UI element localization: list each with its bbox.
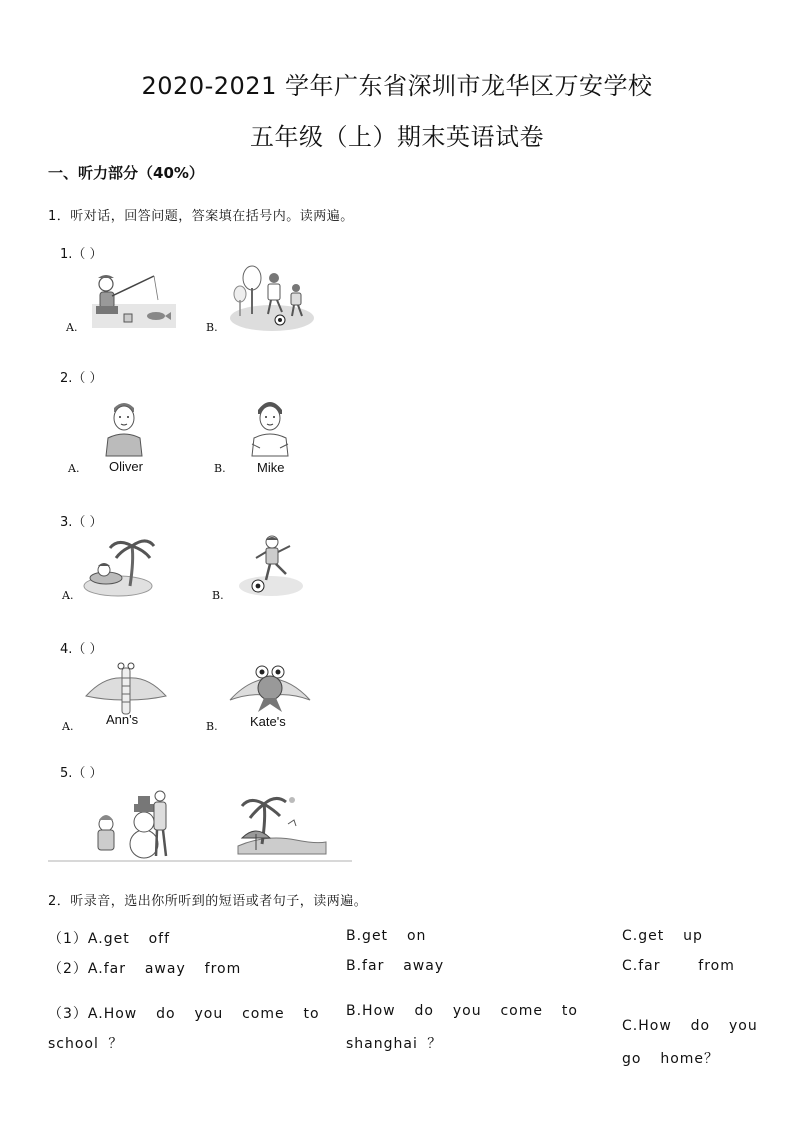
row1-option-c: C.get up [622, 928, 703, 944]
item1-number: 1.（ ） [60, 247, 103, 262]
boy-fishing-icon [88, 268, 180, 330]
row3-option-c-line1: C.How do you [622, 1018, 758, 1034]
item2-caption-b: Mike [257, 460, 285, 475]
row2-option-c: C.far from [622, 958, 735, 974]
item5-number: 5.（ ） [60, 766, 103, 781]
question2-instruction: 2．听录音，选出你所听到的短语或者句子，读两遍。 [48, 894, 368, 909]
row1-option-b: B.get on [346, 928, 427, 944]
item3-number: 3.（ ） [60, 515, 103, 530]
item4-option-b-label: B. [206, 720, 218, 733]
beach-scene-icon [236, 794, 328, 858]
snowman-scene-icon [90, 788, 186, 862]
item2-option-b-label: B. [214, 462, 226, 475]
image-bottom-edge-divider [48, 860, 352, 862]
item4-caption-b: Kate's [250, 714, 286, 729]
section-heading-listening: 一、听力部分（40%） [48, 164, 204, 182]
boy-kicking-ball-icon [236, 534, 306, 598]
item3-option-a-label: A. [62, 589, 74, 602]
item2-number: 2.（ ） [60, 371, 103, 386]
row2-option-a: （2）A.far away from [48, 961, 242, 977]
item2-caption-a: Oliver [109, 459, 143, 474]
row3-option-a-line2: school ？ [48, 1036, 124, 1052]
question1-instruction: 1．听对话，回答问题，答案填在括号内。读两遍。 [48, 209, 354, 224]
item1-option-b-label: B. [206, 321, 218, 334]
mike-portrait-icon [248, 396, 292, 456]
item3-option-b-label: B. [212, 589, 224, 602]
row3-option-c-line2: go home？ [622, 1051, 720, 1067]
row1-option-a: （1）A.get off [48, 931, 171, 947]
item4-option-a-label: A. [62, 720, 74, 733]
exam-title-line1: 2020-2021 学年广东省深圳市龙华区万安学校 [141, 72, 653, 100]
goldfish-kite-icon [228, 662, 312, 714]
dragonfly-kite-icon [84, 660, 168, 716]
item4-caption-a: Ann's [106, 712, 139, 727]
item4-number: 4.（ ） [60, 642, 103, 657]
item2-option-a-label: A. [68, 462, 80, 475]
row2-option-b: B.far away [346, 958, 445, 974]
boy-swimming-icon [82, 536, 162, 598]
row3-option-b-line1: B.How do you come to [346, 1003, 578, 1019]
kids-playing-soccer-icon [228, 266, 316, 332]
row3-option-a-line1: （3）A.How do you come to [48, 1006, 320, 1022]
oliver-portrait-icon [104, 398, 144, 456]
row3-option-b-line2: shanghai ？ [346, 1036, 443, 1052]
item1-option-a-label: A. [66, 321, 78, 334]
exam-title-line2: 五年级（上）期末英语试卷 [250, 123, 544, 151]
